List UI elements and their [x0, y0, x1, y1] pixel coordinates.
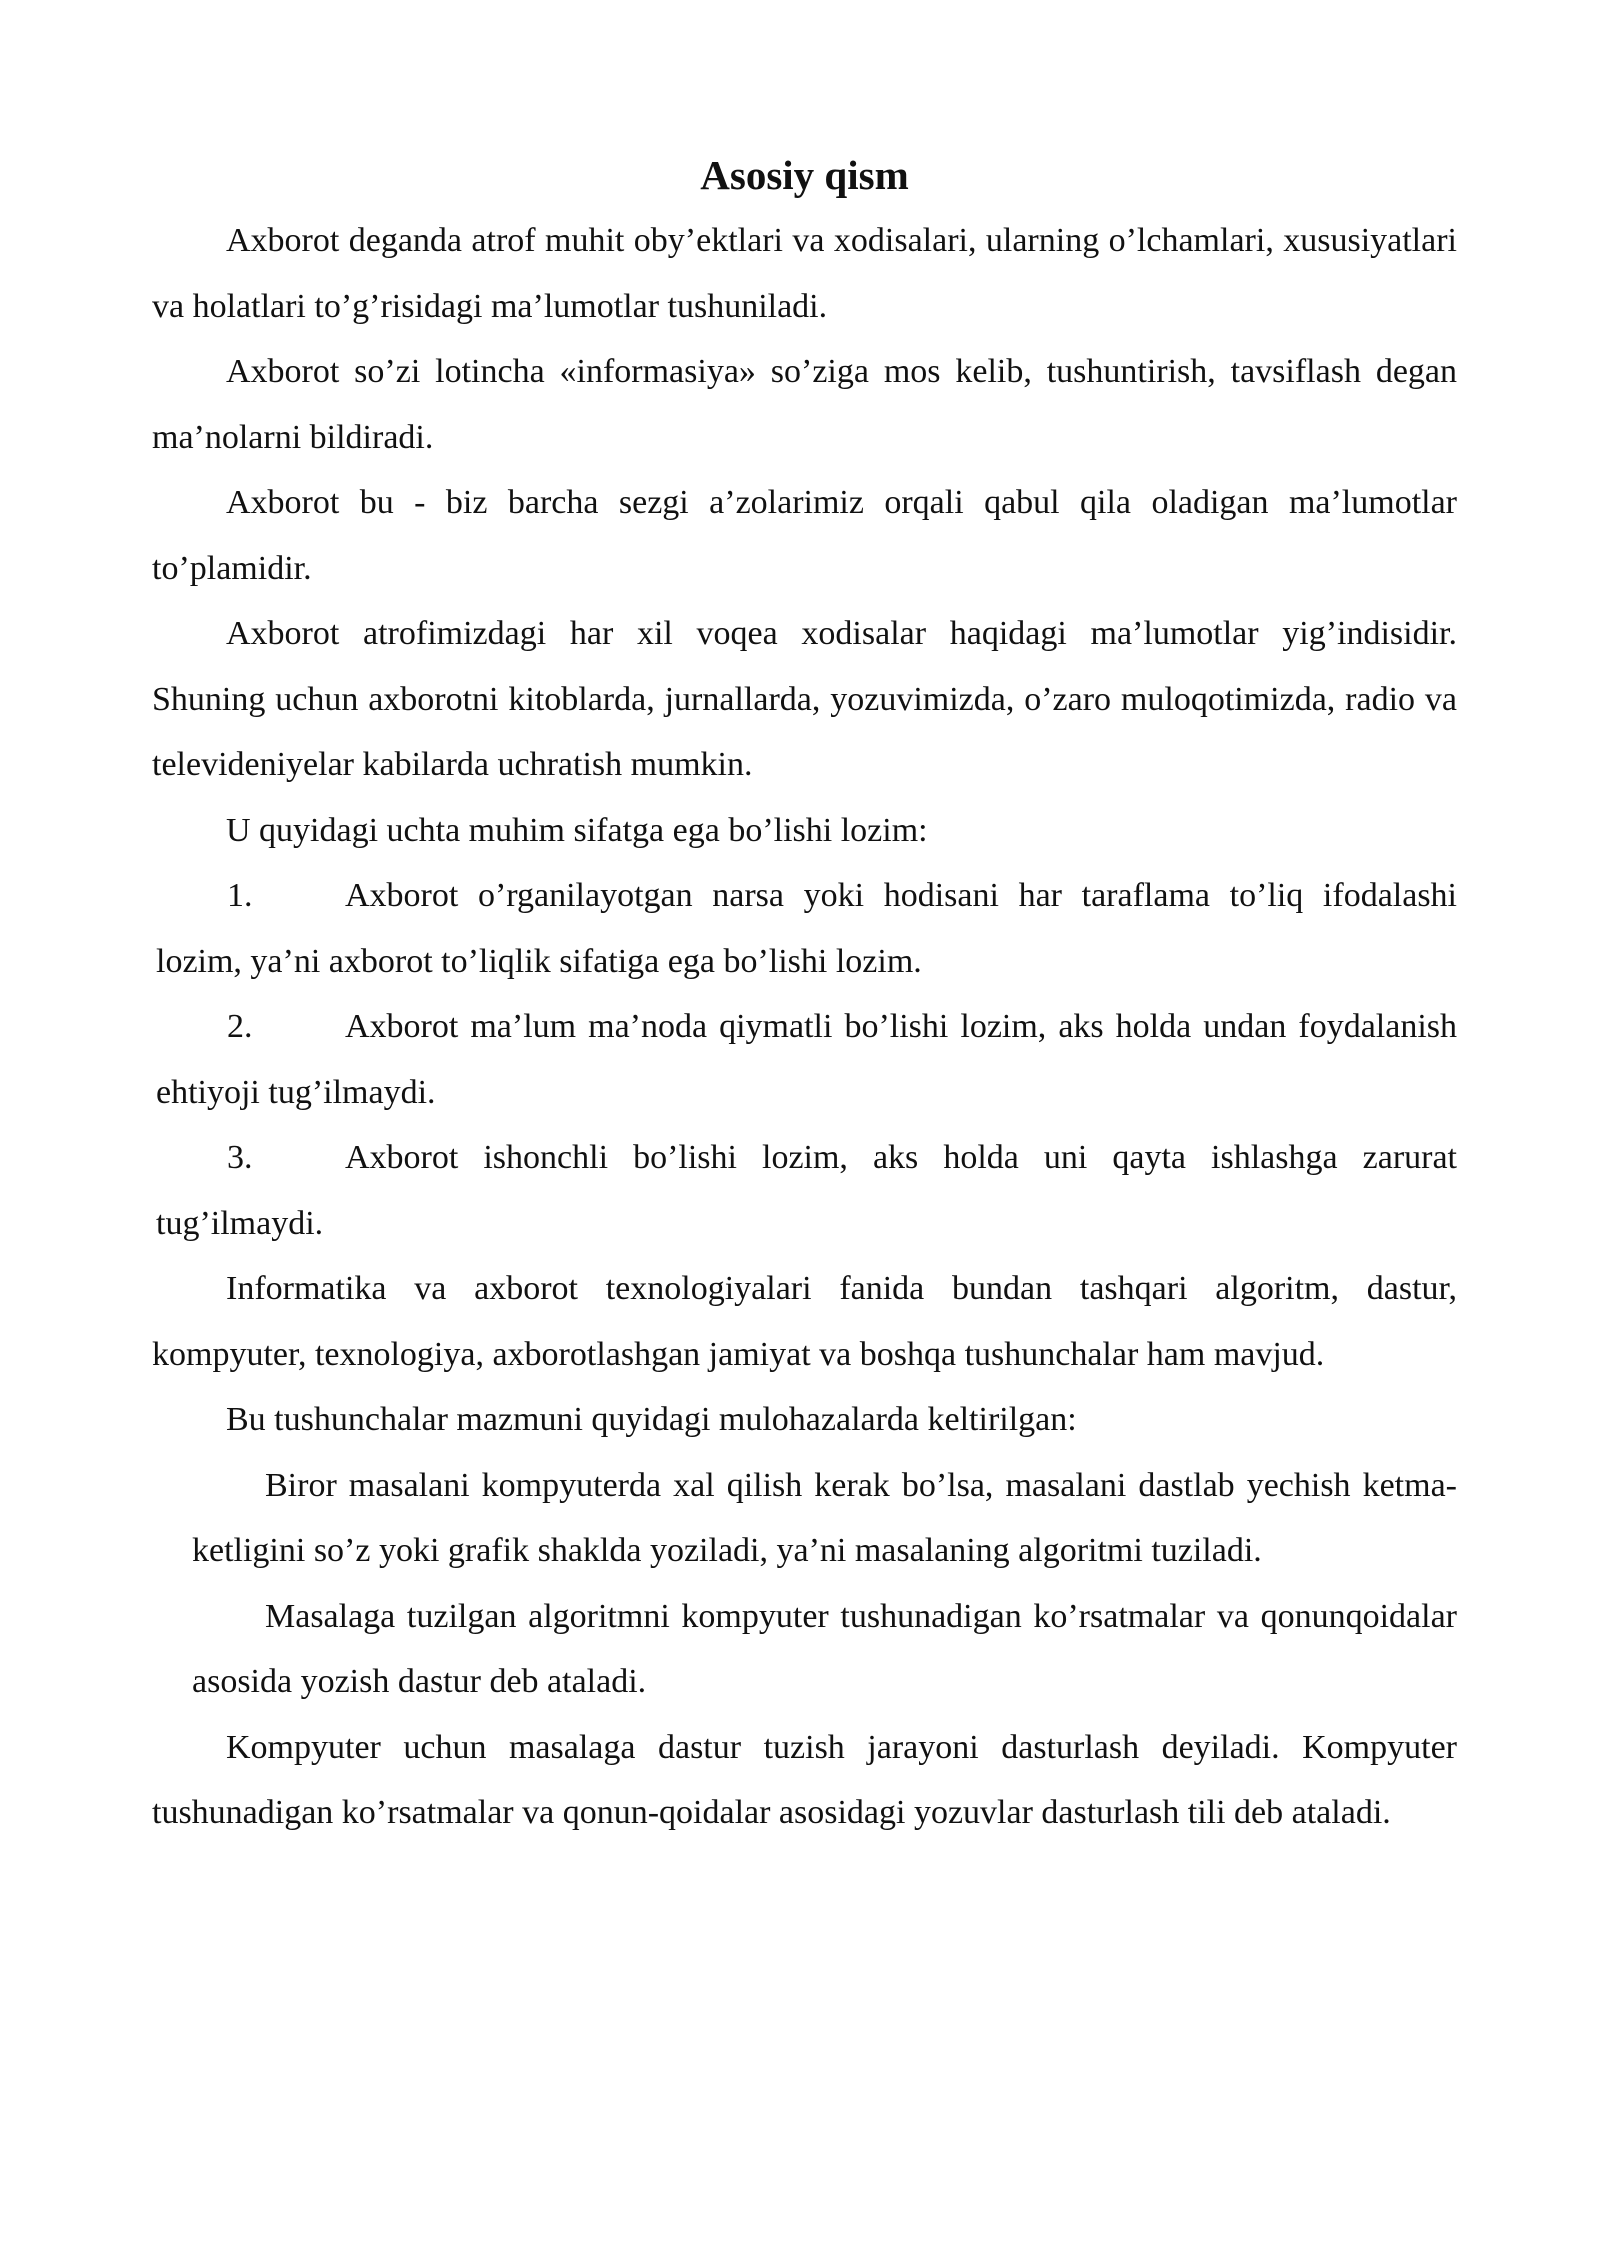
paragraph: Kompyuter uchun masalaga dastur tuzish jarayoni dasturlash deyiladi. Kompyuter tushunadigan ko’rsatmalar va qonun-qoidalar asosidagi yozuvlar dasturlash tili deb ataladi.	[152, 1728, 1457, 1831]
paragraph: Axborot bu - biz barcha sezgi a’zolarimiz orqali qabul qila oladigan ma’lumotlar to’plamidir.	[152, 484, 1457, 587]
document-title: Asosiy qism	[700, 152, 909, 198]
list-text: Axborot o’rganilayotgan narsa yoki hodisani har taraflama to’liq ifodalashi lozim, ya’ni axborot to’liqlik sifatiga ega bo’lishi lozim.	[156, 877, 1457, 980]
paragraph: U quyidagi uchta muhim sifatga ega bo’lishi lozim:	[226, 811, 928, 849]
definition-paragraph: Biror masalani kompyuterda xal qilish kerak bo’lsa, masalani dastlab yechish ketma-ketligini so’z yoki grafik shaklda yoziladi, ya’ni masalaning algoritmi tuziladi.	[192, 1466, 1457, 1569]
list-number: 3.	[227, 1139, 253, 1176]
paragraph: Informatika va axborot texnologiyalari fanida bundan tashqari algoritm, dastur, kompyuter, texnologiya, axborotlashgan jamiyat va boshqa tushunchalar ham mavjud.	[152, 1270, 1457, 1373]
list-text: Axborot ma’lum ma’noda qiymatli bo’lishi lozim, aks holda undan foydalanish ehtiyoji tug’ilmaydi.	[156, 1008, 1457, 1111]
definition-paragraph: Masalaga tuzilgan algoritmni kompyuter tushunadigan ko’rsatmalar va qonunqoidalar asosida yozish dastur deb ataladi.	[192, 1597, 1457, 1700]
list-number: 2.	[227, 1008, 253, 1045]
list-item	[152, 863, 1457, 994]
list-item	[152, 994, 1457, 1125]
paragraph: Axborot so’zi lotincha «informasiya» so’ziga mos kelib, tushuntirish, tavsiflash degan ma’nolarni bildiradi.	[152, 353, 1457, 456]
list-text: Axborot ishonchli bo’lishi lozim, aks holda uni qayta ishlashga zarurat tug’ilmaydi.	[156, 1139, 1457, 1242]
paragraph: Axborot deganda atrof muhit oby’ektlari va xodisalari, ularning o’lchamlari, xususiyatlari va holatlari to’g’risidagi ma’lumotlar tushuniladi.	[152, 222, 1457, 325]
document-page	[152, 148, 1457, 1846]
list-item	[152, 1125, 1457, 1256]
paragraph: Axborot atrofimizdagi har xil voqea xodisalar haqidagi ma’lumotlar yig’indisidir. Shuning uchun axborotni kitoblarda, jurnallarda, yozuvimizda, o’zaro muloqotimizda, radio va televideniyelar kabilarda uchratish mumkin.	[152, 615, 1457, 783]
paragraph: Bu tushunchalar mazmuni quyidagi mulohazalarda keltirilgan:	[226, 1401, 1077, 1438]
list-number: 1.	[227, 877, 253, 914]
